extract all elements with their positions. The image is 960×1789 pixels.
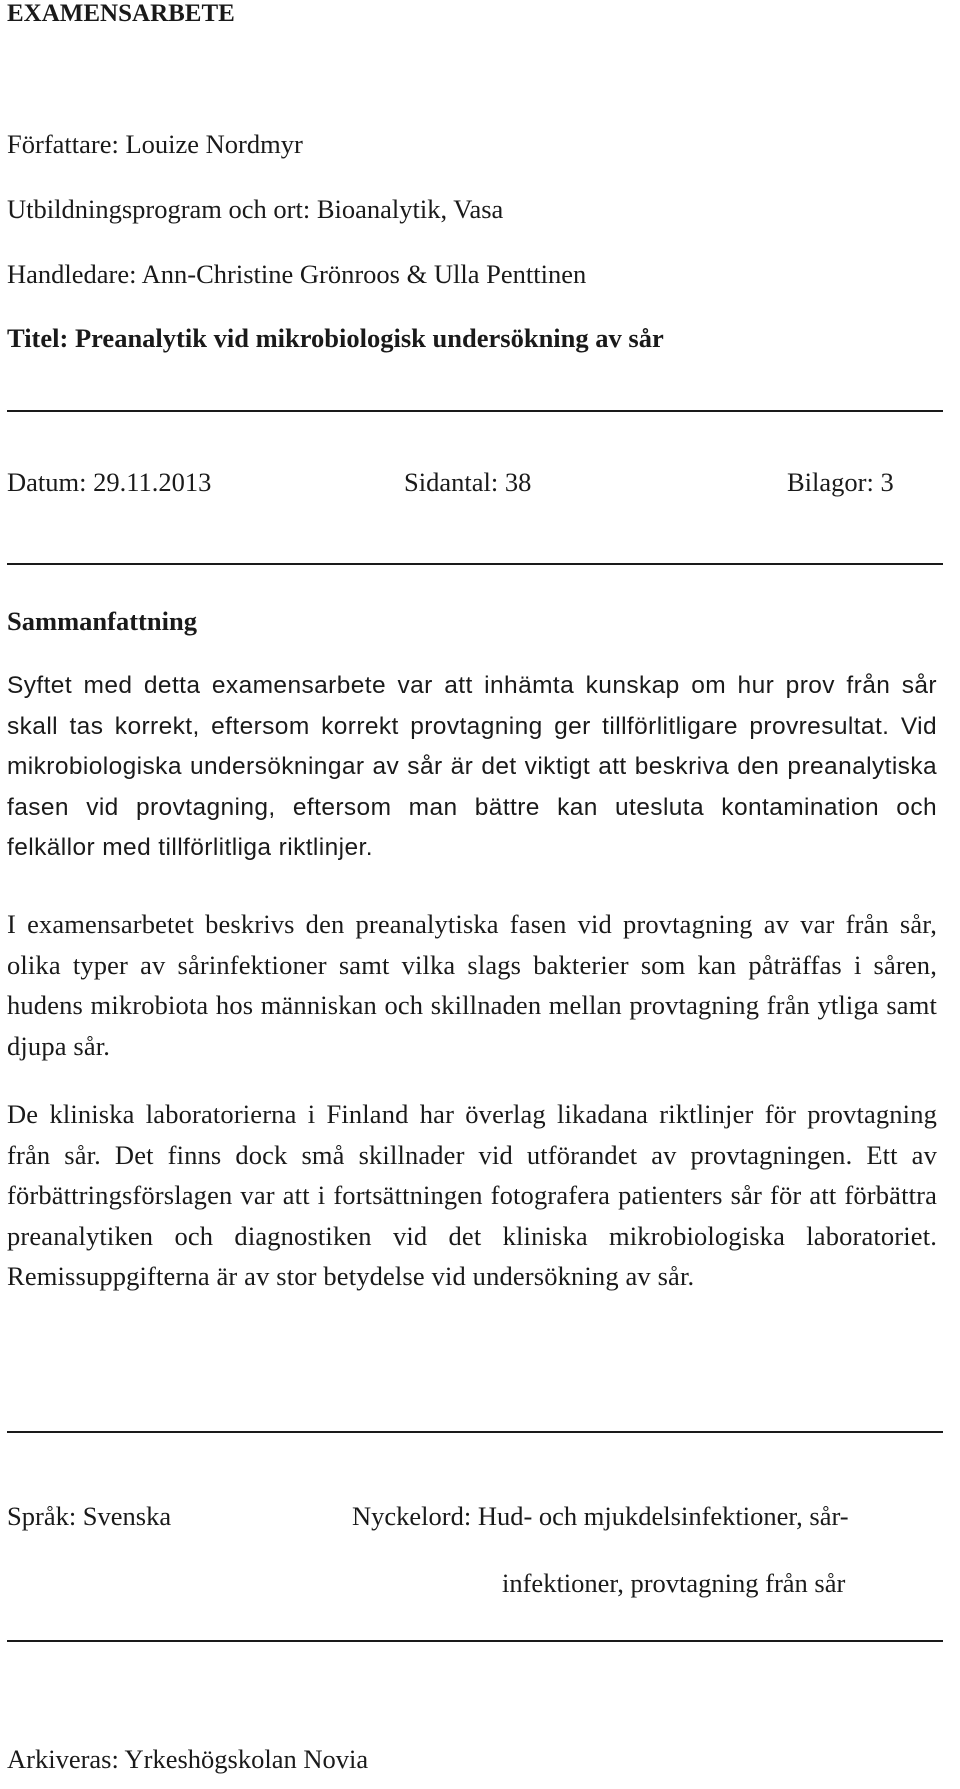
thesis-title-line: Titel: Preanalytik vid mikrobiologisk undersökning av sår [7,323,664,353]
divider-rule [7,563,943,565]
divider-rule [7,410,943,412]
keywords-line-2: infektioner, provtagning från sår [502,1568,846,1598]
date-text: Datum: 29.11.2013 [7,467,212,497]
archive-line: Arkiveras: Yrkeshögskolan Novia [7,1744,369,1774]
document-type-title: EXAMENSARBETE [7,0,235,27]
divider-rule [7,1431,943,1433]
supervisor-line: Handledare: Ann-Christine Grönroos & Ulla Penttinen [7,259,587,289]
summary-paragraph-2: I examensarbetet beskrivs den preanalytiska fasen vid provtagning av var från sår, olika typer av sårinfektioner samt vilka slags bakterier som kan påträffas i såren, hudens mikrobiota hos människan och skillnaden mellan provtagning från ytliga samt djupa sår. [7,909,937,1061]
author-line: Författare: Louize Nordmyr [7,129,303,159]
divider-rule [7,1640,943,1642]
summary-paragraph-3: De kliniska laboratorierna i Finland har överlag likadana riktlinjer för provtagning från sår. Det finns dock små skillnader vid utförandet av provtagningen. Ett av förbättringsförslagen var att i fortsättningen fotografera patienters sår för att förbättra preanalytiken och diagnostiken vid det kliniska mikrobiologiska laboratoriet. Remissuppgifterna är av stor betydelse vid undersökning av sår. [7,1099,937,1291]
program-line: Utbildningsprogram och ort: Bioanalytik, Vasa [7,194,504,224]
info-row [7,466,937,500]
language-text: Språk: Svenska [7,1501,172,1531]
keywords-line-1: Nyckelord: Hud- och mjukdelsinfektioner, sår- [352,1501,849,1531]
summary-paragraph-1: Syftet med detta examensarbete var att inhämta kunskap om hur prov från sår skall tas korrekt, eftersom korrekt provtagning ger tillförlitligare provresultat. Vid mikrobiologiska undersökningar av sår är det viktigt att beskriva den preanalytiska fasen vid provtagning, eftersom man bättre kan utesluta kontamination och felkällor med tillförlitliga riktlinjer. [7,672,937,861]
appendix-count-text: Bilagor: 3 [787,467,894,497]
summary-heading: Sammanfattning [7,606,197,636]
page-count-text: Sidantal: 38 [404,467,532,497]
